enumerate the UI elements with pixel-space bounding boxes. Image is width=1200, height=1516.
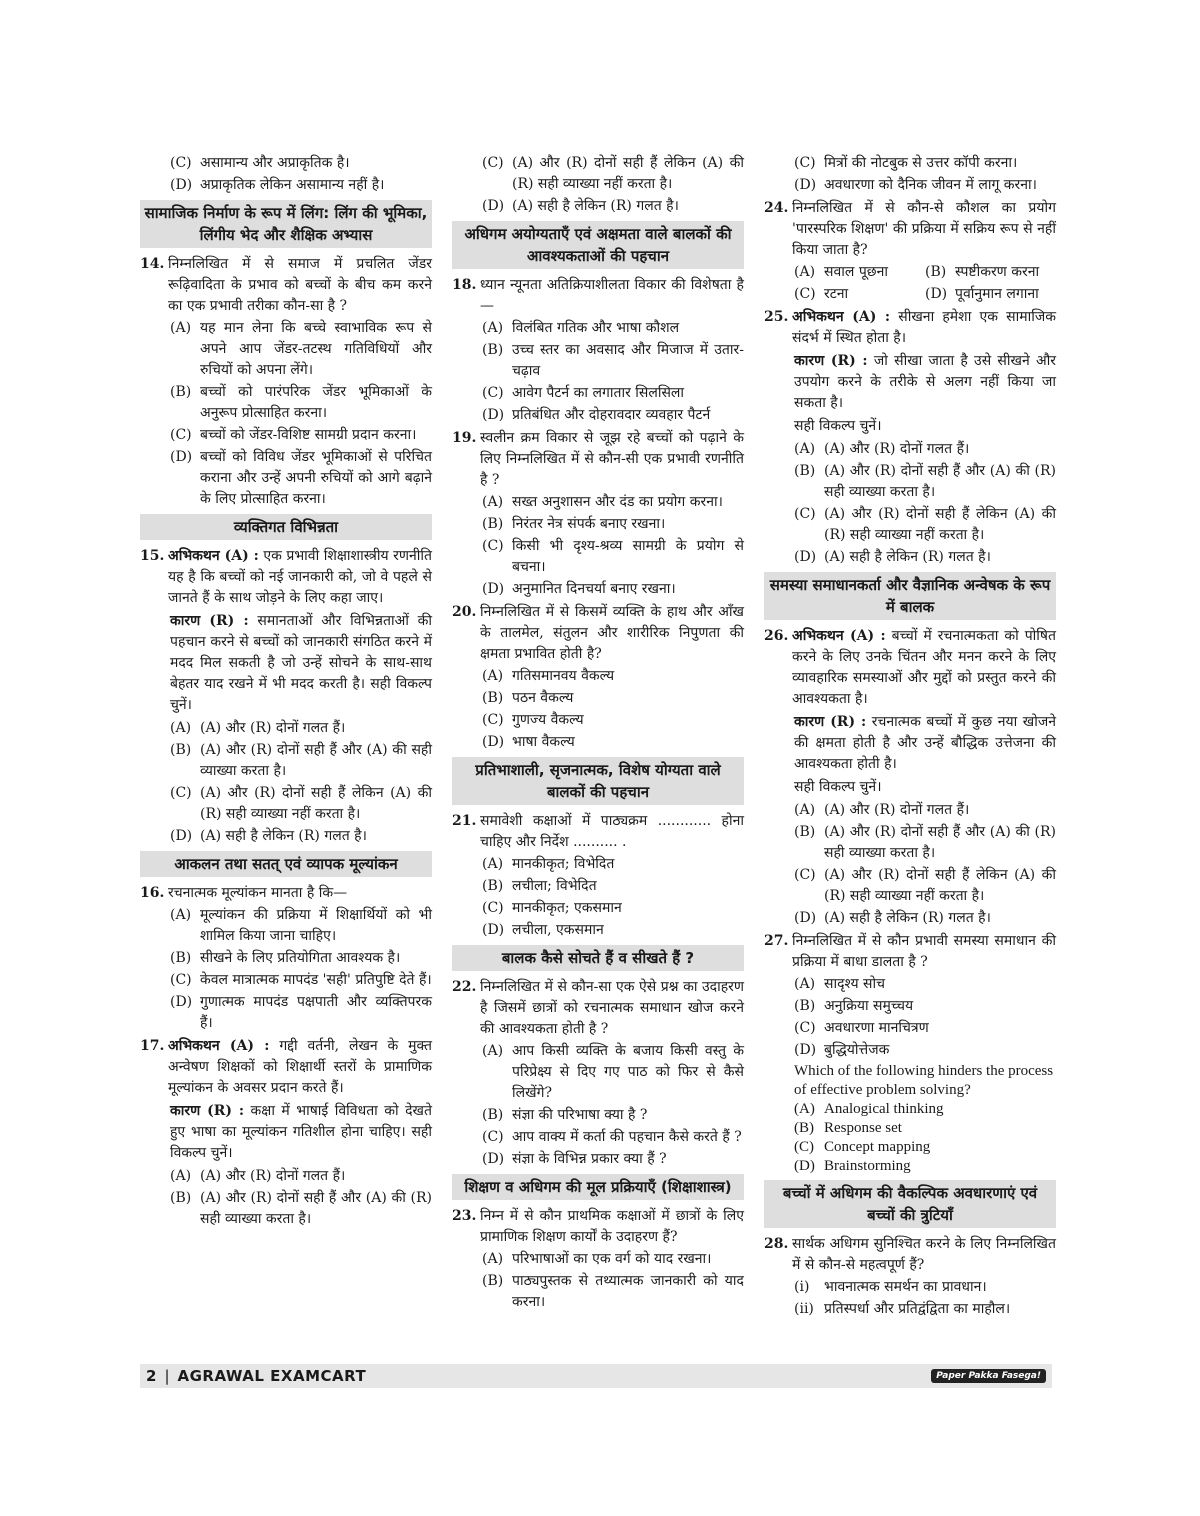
question-21: 21. समावेशी कक्षाओं में पाठ्यक्रम ............ होना चाहिए और निर्देश .......... . [452, 813, 744, 850]
question-26: 26. अभिकथन (A) : बच्चों में रचनात्मकता को पोषित करने के लिए उनके चिंतन और मनन करने के लिए व्यावहारिक समस्याओं और मुद्दों को प्रस्तुत करने की आवश्यकता है। [764, 628, 1056, 707]
question-18: 18. ध्यान न्यूनता अतिक्रियाशीलता विकार की विशेषता है— [452, 277, 744, 314]
option: (B) स्पष्टीकरण करना [925, 264, 1040, 280]
option: (B) उच्च स्तर का अवसाद और मिजाज में उतार-चढ़ाव [482, 342, 744, 379]
english-option: (D) Brainstorming [794, 1158, 911, 1174]
option: (D) पूर्वानुमान लगाना [925, 286, 1039, 302]
page-footer [140, 1364, 1052, 1388]
question-15: 15. अभिकथन (A) : एक प्रभावी शिक्षाशास्त्रीय रणनीति यह है कि बच्चों को नई जानकारी को, जो वे पहले से जानते हैं के साथ जोड़ने के लिए कहा जाए। [140, 548, 432, 606]
question-14: 14. निम्नलिखित में से समाज में प्रचलित जेंडर रूढ़िवादिता के प्रभाव को बच्चों के बीच कम करने का एक प्रभावी तरीका कौन-सा है ? [140, 256, 432, 314]
option: (A) सख्त अनुशासन और दंड का प्रयोग करना। [482, 494, 723, 510]
instruction: सही विकल्प चुनें। [794, 418, 882, 434]
option: (D) लचीला, एकसमान [482, 922, 604, 938]
option: (A) सवाल पूछना [794, 264, 888, 280]
question-19: 19. स्वलीन क्रम विकार से जूझ रहे बच्चों को पढ़ाने के लिए निम्नलिखित में से कौन-सी एक प्रभावी रणनीति है ? [452, 430, 744, 488]
option: (B) (A) और (R) दोनों सही हैं और (A) की सही व्याख्या करता है। [170, 742, 432, 779]
option: (A) सादृश्य सोच [794, 976, 886, 992]
question-24: 24. निम्नलिखित में से कौन-से कौशल का प्रयोग 'पारस्परिक शिक्षण' की प्रक्रिया में सक्रिय रूप से नहीं किया जाता है? [764, 200, 1056, 258]
question-28: 28. सार्थक अधिगम सुनिश्चित करने के लिए निम्नलिखित में से कौन-से महत्वपूर्ण हैं? [764, 1236, 1056, 1273]
option: (A) परिभाषाओं का एक वर्ग को याद रखना। [482, 1251, 712, 1267]
option: (A) विलंबित गतिक और भाषा कौशल [482, 320, 680, 336]
option: (B) पठन वैकल्य [482, 690, 574, 706]
option: (i) भावनात्मक समर्थन का प्रावधान। [794, 1279, 987, 1295]
reason: कारण (R) : रचनात्मक बच्चों में कुछ नया खोजने की क्षमता होती है और उन्हें बौद्धिक उत्तेजना की आवश्यकता होती है। [794, 714, 1056, 772]
question-17: 17. अभिकथन (A) : गद्दी वर्तनी, लेखन के मुक्त अन्वेषण शिक्षकों को शिक्षार्थी स्तरों के प्रामाणिक मूल्यांकन के अवसर प्रदान करते हैं। [140, 1038, 432, 1096]
option: (C) अवधारणा मानचित्रण [794, 1020, 929, 1036]
section-heading: समस्या समाधानकर्ता और वैज्ञानिक अन्वेषक के रूप में बालक [764, 572, 1056, 620]
option: (D) (A) सही है लेकिन (R) गलत है। [482, 198, 679, 214]
option: (B) (A) और (R) दोनों सही हैं और (A) की (R) सही व्याख्या करता है। [794, 824, 1056, 861]
option: (B) संज्ञा की परिभाषा क्या है ? [482, 1107, 648, 1123]
option: (C) बच्चों को जेंडर-विशिष्ट सामग्री प्रदान करना। [170, 427, 417, 443]
option: (C) किसी भी दृश्य-श्रव्य सामग्री के प्रयोग से बचना। [482, 538, 744, 575]
option: (D) भाषा वैकल्य [482, 734, 575, 750]
english-question: Which of the following hinders the process of effective problem solving? [794, 1063, 1054, 1098]
page-number: 2 [146, 1367, 157, 1385]
option: (D) अनुमानित दिनचर्या बनाए रखना। [482, 581, 676, 597]
question-25: 25. अभिकथन (A) : सीखना हमेशा एक सामाजिक संदर्भ में स्थित होता है। [764, 309, 1056, 346]
option: (D) बुद्धियोत्तेजक [794, 1042, 890, 1058]
option: (B) (A) और (R) दोनों सही हैं और (A) की (R) सही व्याख्या करता है। [794, 463, 1056, 500]
option: (D) (A) सही है लेकिन (R) गलत है। [794, 910, 991, 926]
option: (D) प्रतिबंधित और दोहरावदार व्यवहार पैटर्न [482, 407, 711, 423]
option: (B) लचीला; विभेदित [482, 878, 597, 894]
option: (C) (A) और (R) दोनों सही हैं लेकिन (A) की (R) सही व्याख्या नहीं करता है। [794, 867, 1056, 904]
option: (C) (A) और (R) दोनों सही हैं लेकिन (A) की (R) सही व्याख्या नहीं करता है। [482, 155, 744, 192]
question-23: 23. निम्न में से कौन प्राथमिक कक्षाओं में छात्रों के लिए प्रामाणिक शिक्षण कार्यों के उदाहरण हैं? [452, 1208, 744, 1245]
section-heading: अधिगम अयोग्यताएँ एवं अक्षमता वाले बालकों की आवश्यकताओं की पहचान [452, 221, 744, 269]
option: (D) बच्चों को विविध जेंडर भूमिकाओं से परिचित कराना और उन्हें अपनी रुचियों को आगे बढ़ाने के लिए प्रोत्साहित करना। [170, 449, 432, 507]
english-option: (C) Concept mapping [794, 1139, 931, 1155]
section-heading: व्यक्तिगत विभिन्नता [140, 514, 432, 540]
option: (C) (A) और (R) दोनों सही हैं लेकिन (A) की (R) सही व्याख्या नहीं करता है। [794, 506, 1056, 543]
option: (A) यह मान लेना कि बच्चे स्वाभाविक रूप से अपने आप जेंडर-तटस्थ गतिविधियों और रुचियों को अपना लेंगे। [170, 320, 432, 378]
reason: कारण (R) : कक्षा में भाषाई विविधता को देखते हुए भाषा का मूल्यांकन गतिशील होना चाहिए। सही विकल्प चुनें। [170, 1103, 432, 1161]
option: (D) गुणात्मक मापदंड पक्षपाती और व्यक्तिपरक हैं। [170, 994, 432, 1031]
option: (D) अप्राकृतिक लेकिन असामान्य नहीं है। [170, 177, 385, 193]
option-row [794, 262, 1056, 283]
option: (A) (A) और (R) दोनों गलत हैं। [170, 1168, 346, 1184]
column-3 [764, 152, 1056, 1321]
option: (C) असामान्य और अप्राकृतिक है। [170, 155, 350, 171]
question-20: 20. निम्नलिखित में से किसमें व्यक्ति के हाथ और आँख के तालमेल, संतुलन और शारीरिक निपुणता की क्षमता प्रभावित होती है? [452, 604, 744, 662]
option: (D) संज्ञा के विभिन्न प्रकार क्या हैं ? [482, 1151, 667, 1167]
option: (B) बच्चों को पारंपरिक जेंडर भूमिकाओं के अनुरूप प्रोत्साहित करना। [170, 384, 432, 421]
reason: कारण (R) : जो सीखा जाता है उसे सीखने और उपयोग करने के तरीके से अलग नहीं किया जा सकता है। [794, 353, 1057, 411]
option: (ii) प्रतिस्पर्धा और प्रतिद्वंद्विता का माहौल। [794, 1301, 1011, 1317]
question-22: 22. निम्नलिखित में से कौन-सा एक ऐसे प्रश्न का उदाहरण है जिसमें छात्रों को रचनात्मक समाधान खोज करने की आवश्यकता होती है ? [452, 979, 744, 1037]
option: (C) केवल मात्रात्मक मापदंड 'सही' प्रतिपुष्टि देते हैं। [170, 972, 432, 988]
english-option: (A) Analogical thinking [794, 1101, 944, 1117]
option: (C) मानकीकृत; एकसमान [482, 900, 622, 916]
column-1 [140, 152, 432, 1231]
question-16: 16. रचनात्मक मूल्यांकन मानता है कि— [140, 885, 348, 901]
option: (B) अनुक्रिया समुच्चय [794, 998, 914, 1014]
option: (C) गुणज्य वैकल्य [482, 712, 584, 728]
option: (C) रटना [794, 286, 849, 302]
option: (D) (A) सही है लेकिन (R) गलत है। [170, 828, 367, 844]
option: (D) (A) सही है लेकिन (R) गलत है। [794, 549, 991, 565]
option: (B) निरंतर नेत्र संपर्क बनाए रखना। [482, 516, 666, 532]
tagline-badge: Paper Pakka Fasega! [931, 1369, 1046, 1383]
option: (A) आप किसी व्यक्ति के बजाय किसी वस्तु के परिप्रेक्ष्य से दिए गए पाठ को फिर से कैसे लिखेंगे? [482, 1043, 744, 1101]
section-heading: आकलन तथा सतत् एवं व्यापक मूल्यांकन [140, 851, 432, 877]
question-27: 27. निम्नलिखित में से कौन प्रभावी समस्या समाधान की प्रक्रिया में बाधा डालता है ? [764, 933, 1056, 970]
option: (A) (A) और (R) दोनों गलत हैं। [794, 441, 970, 457]
section-heading: प्रतिभाशाली, सृजनात्मक, विशेष योग्यता वाले बालकों की पहचान [452, 757, 744, 805]
option-row [794, 284, 1056, 305]
option: (B) (A) और (R) दोनों सही हैं और (A) की (R) सही व्याख्या करता है। [170, 1190, 432, 1227]
section-heading: बच्चों में अधिगम की वैकल्पिक अवधारणाएं एवं बच्चों की त्रुटियाँ [764, 1180, 1056, 1228]
instruction: सही विकल्प चुनें। [794, 779, 882, 795]
column-2 [452, 152, 744, 1314]
option: (B) सीखने के लिए प्रतियोगिता आवश्यक है। [170, 950, 401, 966]
option: (D) अवधारणा को दैनिक जीवन में लागू करना। [794, 177, 1037, 193]
option: (C) आप वाक्य में कर्ता की पहचान कैसे करते हैं ? [482, 1129, 742, 1145]
option: (A) (A) और (R) दोनों गलत हैं। [794, 802, 970, 818]
footer-separator: | [164, 1367, 170, 1385]
option: (A) गतिसमानवय वैकल्य [482, 668, 615, 684]
option: (C) (A) और (R) दोनों सही हैं लेकिन (A) की (R) सही व्याख्या नहीं करता है। [170, 785, 432, 822]
option: (C) मित्रों की नोटबुक से उत्तर कॉपी करना। [794, 155, 1018, 171]
english-option: (B) Response set [794, 1120, 902, 1136]
option: (A) (A) और (R) दोनों गलत हैं। [170, 720, 346, 736]
option: (B) पाठ्यपुस्तक से तथ्यात्मक जानकारी को याद करना। [482, 1273, 744, 1310]
brand-logo: AGRAWAL EXAMCART [177, 1367, 367, 1385]
option: (C) आवेग पैटर्न का लगातार सिलसिला [482, 385, 685, 401]
reason: कारण (R) : समानताओं और विभिन्नताओं की पहचान करने से बच्चों को जानकारी संगठित करने में मदद मिल सकती है जो उन्हें सोचने के साथ-साथ बेहतर याद रखने में भी मदद करती है। सही विकल्प चुनें। [170, 613, 433, 713]
section-heading: शिक्षण व अधिगम की मूल प्रक्रियाएँ (शिक्षाशास्त्र) [452, 1174, 744, 1200]
option: (A) मूल्यांकन की प्रक्रिया में शिक्षार्थियों को भी शामिल किया जाना चाहिए। [170, 907, 432, 944]
section-heading: सामाजिक निर्माण के रूप में लिंग: लिंग की भूमिका, लिंगीय भेद और शैक्षिक अभ्यास [140, 200, 432, 248]
section-heading: बालक कैसे सोचते हैं व सीखते हैं ? [452, 945, 744, 971]
option: (A) मानकीकृत; विभेदित [482, 856, 615, 872]
